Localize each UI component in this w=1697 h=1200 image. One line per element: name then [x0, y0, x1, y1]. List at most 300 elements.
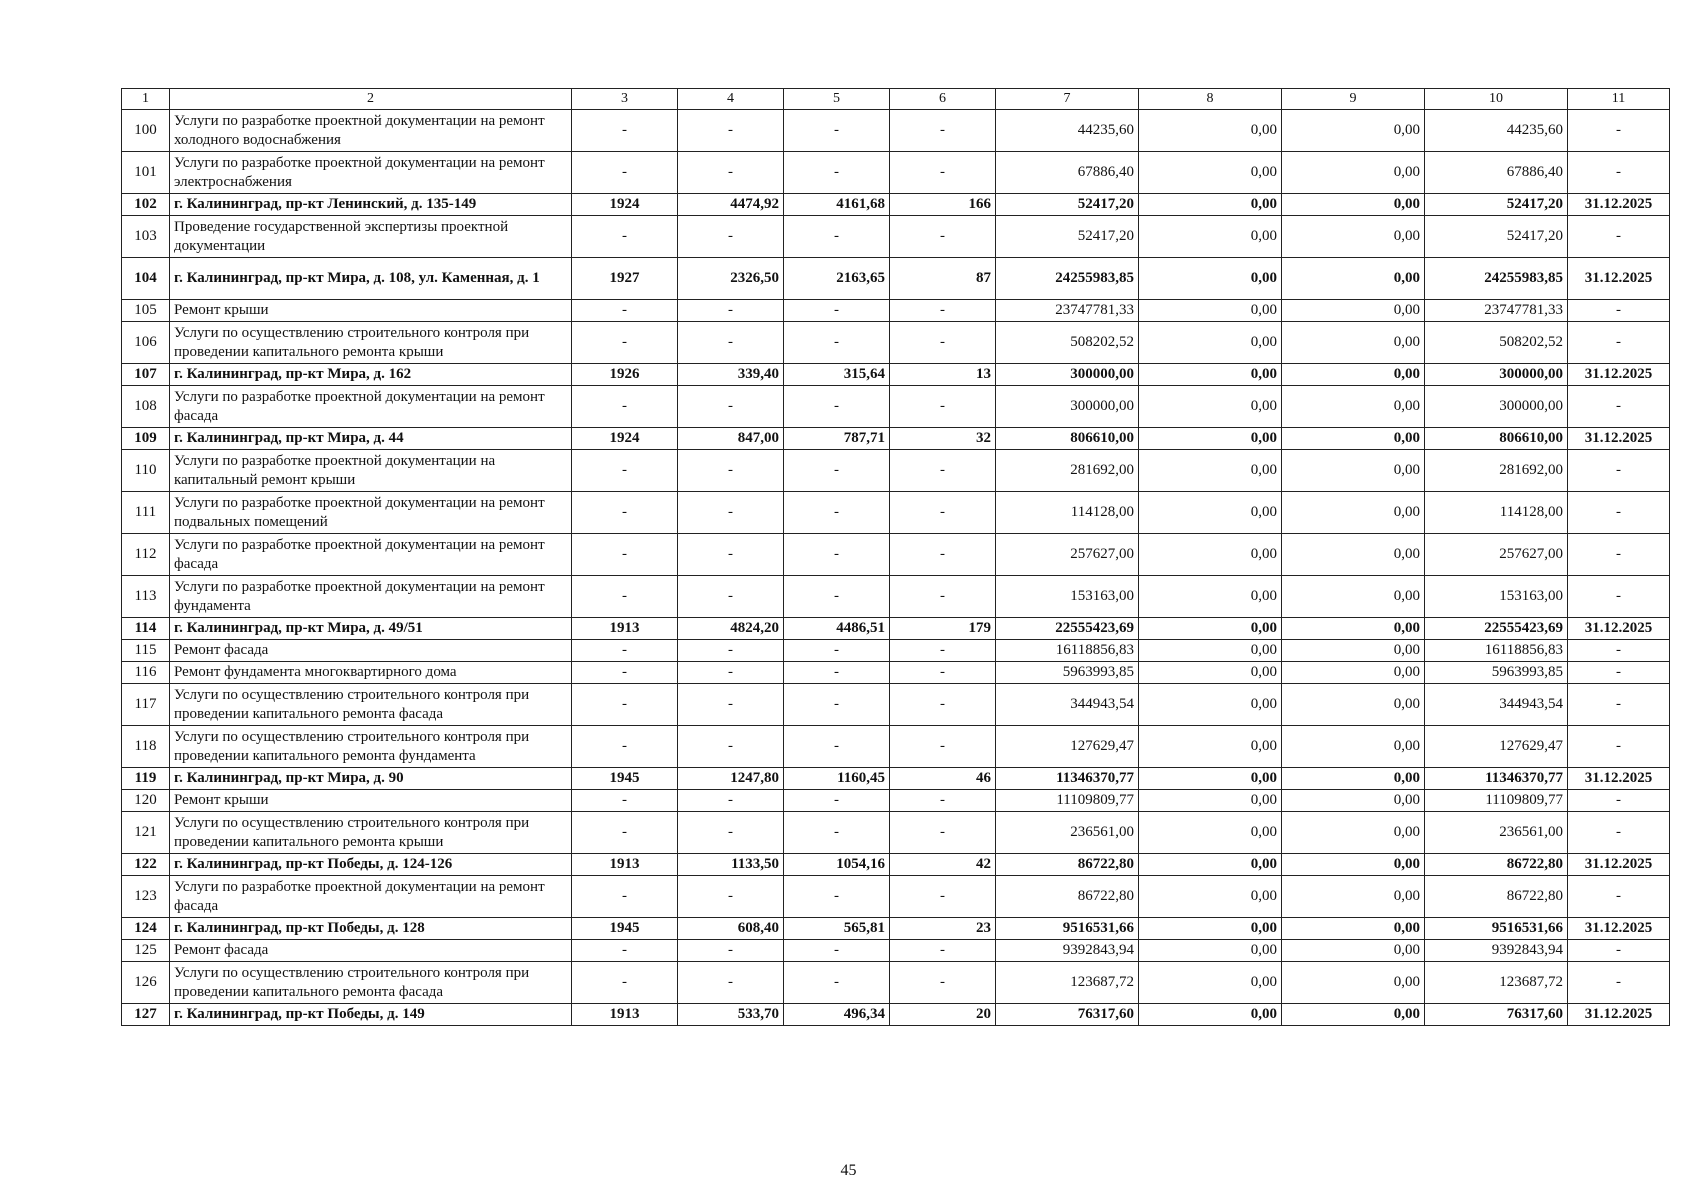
row-number: 127 — [122, 1004, 170, 1026]
total-cost: 236561,00 — [996, 812, 1139, 854]
living-area: - — [784, 322, 890, 364]
table-row — [122, 876, 1670, 918]
living-area: - — [784, 962, 890, 1004]
fund-source-2: 0,00 — [1282, 450, 1425, 492]
residents-count: - — [890, 386, 996, 428]
total-cost: 153163,00 — [996, 576, 1139, 618]
living-area: 1054,16 — [784, 854, 890, 876]
row-number: 120 — [122, 790, 170, 812]
fund-source-1: 0,00 — [1139, 726, 1282, 768]
year-built: - — [572, 940, 678, 962]
fund-source-2: 0,00 — [1282, 428, 1425, 450]
fund-source-1: 0,00 — [1139, 576, 1282, 618]
year-built: 1913 — [572, 1004, 678, 1026]
fund-source-3: 11109809,77 — [1425, 790, 1568, 812]
completion-date: - — [1568, 790, 1670, 812]
fund-source-3: 344943,54 — [1425, 684, 1568, 726]
col-header: 9 — [1282, 89, 1425, 110]
total-area: - — [678, 216, 784, 258]
total-cost: 300000,00 — [996, 386, 1139, 428]
table-row — [122, 258, 1670, 300]
total-area: - — [678, 576, 784, 618]
total-area: 1133,50 — [678, 854, 784, 876]
fund-source-1: 0,00 — [1139, 386, 1282, 428]
fund-source-3: 16118856,83 — [1425, 640, 1568, 662]
row-number: 125 — [122, 940, 170, 962]
total-cost: 123687,72 — [996, 962, 1139, 1004]
fund-source-2: 0,00 — [1282, 640, 1425, 662]
year-built: - — [572, 962, 678, 1004]
row-number: 106 — [122, 322, 170, 364]
fund-source-1: 0,00 — [1139, 662, 1282, 684]
total-area: 4824,20 — [678, 618, 784, 640]
fund-source-3: 86722,80 — [1425, 854, 1568, 876]
completion-date: - — [1568, 576, 1670, 618]
year-built: - — [572, 492, 678, 534]
total-area: - — [678, 790, 784, 812]
column-number-header-row — [122, 89, 1670, 110]
fund-source-3: 44235,60 — [1425, 110, 1568, 152]
total-cost: 44235,60 — [996, 110, 1139, 152]
table-row — [122, 386, 1670, 428]
completion-date: - — [1568, 662, 1670, 684]
residents-count: 166 — [890, 194, 996, 216]
fund-source-2: 0,00 — [1282, 790, 1425, 812]
fund-source-1: 0,00 — [1139, 640, 1282, 662]
total-cost: 76317,60 — [996, 1004, 1139, 1026]
fund-source-1: 0,00 — [1139, 194, 1282, 216]
row-number: 113 — [122, 576, 170, 618]
table-row — [122, 194, 1670, 216]
completion-date: - — [1568, 322, 1670, 364]
fund-source-1: 0,00 — [1139, 940, 1282, 962]
fund-source-3: 127629,47 — [1425, 726, 1568, 768]
residents-count: - — [890, 216, 996, 258]
work-description: г. Калининград, пр-кт Победы, д. 124-126 — [170, 854, 572, 876]
fund-source-3: 9392843,94 — [1425, 940, 1568, 962]
row-number: 104 — [122, 258, 170, 300]
row-number: 116 — [122, 662, 170, 684]
fund-source-1: 0,00 — [1139, 854, 1282, 876]
table-row — [122, 450, 1670, 492]
col-header: 1 — [122, 89, 170, 110]
total-area: - — [678, 940, 784, 962]
total-cost: 127629,47 — [996, 726, 1139, 768]
total-area: - — [678, 534, 784, 576]
fund-source-1: 0,00 — [1139, 216, 1282, 258]
year-built: - — [572, 322, 678, 364]
row-number: 112 — [122, 534, 170, 576]
residents-count: 20 — [890, 1004, 996, 1026]
fund-source-1: 0,00 — [1139, 790, 1282, 812]
completion-date: 31.12.2025 — [1568, 768, 1670, 790]
fund-source-2: 0,00 — [1282, 110, 1425, 152]
total-area: 847,00 — [678, 428, 784, 450]
living-area: - — [784, 300, 890, 322]
total-area: 608,40 — [678, 918, 784, 940]
total-area: 1247,80 — [678, 768, 784, 790]
completion-date: - — [1568, 876, 1670, 918]
year-built: 1924 — [572, 194, 678, 216]
residents-count: 42 — [890, 854, 996, 876]
living-area: - — [784, 684, 890, 726]
residents-count: - — [890, 534, 996, 576]
total-cost: 86722,80 — [996, 876, 1139, 918]
total-area: - — [678, 726, 784, 768]
col-header: 11 — [1568, 89, 1670, 110]
table-row — [122, 576, 1670, 618]
completion-date: 31.12.2025 — [1568, 428, 1670, 450]
total-cost: 9392843,94 — [996, 940, 1139, 962]
total-cost: 9516531,66 — [996, 918, 1139, 940]
row-number: 102 — [122, 194, 170, 216]
fund-source-1: 0,00 — [1139, 684, 1282, 726]
fund-source-1: 0,00 — [1139, 534, 1282, 576]
fund-source-3: 300000,00 — [1425, 364, 1568, 386]
work-description: Услуги по осуществлению строительного контроля при проведении капитального ремонта фасада — [170, 684, 572, 726]
work-description: г. Калининград, пр-кт Ленинский, д. 135-149 — [170, 194, 572, 216]
total-area: 533,70 — [678, 1004, 784, 1026]
fund-source-2: 0,00 — [1282, 812, 1425, 854]
year-built: 1924 — [572, 428, 678, 450]
fund-source-1: 0,00 — [1139, 450, 1282, 492]
table-row — [122, 812, 1670, 854]
residents-count: 23 — [890, 918, 996, 940]
year-built: 1927 — [572, 258, 678, 300]
row-number: 103 — [122, 216, 170, 258]
row-number: 100 — [122, 110, 170, 152]
row-number: 111 — [122, 492, 170, 534]
table-row — [122, 640, 1670, 662]
work-description: Услуги по разработке проектной документации на капитальный ремонт крыши — [170, 450, 572, 492]
living-area: - — [784, 386, 890, 428]
fund-source-2: 0,00 — [1282, 322, 1425, 364]
table-row — [122, 1004, 1670, 1026]
fund-source-3: 52417,20 — [1425, 216, 1568, 258]
completion-date: - — [1568, 450, 1670, 492]
living-area: - — [784, 576, 890, 618]
residents-count: 46 — [890, 768, 996, 790]
fund-source-3: 9516531,66 — [1425, 918, 1568, 940]
residents-count: - — [890, 640, 996, 662]
total-area: - — [678, 300, 784, 322]
table-row — [122, 854, 1670, 876]
fund-source-2: 0,00 — [1282, 1004, 1425, 1026]
capital-repair-table — [121, 88, 1670, 1026]
table-row — [122, 322, 1670, 364]
fund-source-3: 23747781,33 — [1425, 300, 1568, 322]
total-cost: 806610,00 — [996, 428, 1139, 450]
year-built: - — [572, 110, 678, 152]
fund-source-3: 24255983,85 — [1425, 258, 1568, 300]
fund-source-3: 153163,00 — [1425, 576, 1568, 618]
col-header: 4 — [678, 89, 784, 110]
total-cost: 5963993,85 — [996, 662, 1139, 684]
table-row — [122, 110, 1670, 152]
year-built: - — [572, 386, 678, 428]
work-description: г. Калининград, пр-кт Мира, д. 44 — [170, 428, 572, 450]
fund-source-3: 22555423,69 — [1425, 618, 1568, 640]
row-number: 114 — [122, 618, 170, 640]
fund-source-1: 0,00 — [1139, 364, 1282, 386]
work-description: Услуги по разработке проектной документации на ремонт подвальных помещений — [170, 492, 572, 534]
total-area: 4474,92 — [678, 194, 784, 216]
fund-source-3: 5963993,85 — [1425, 662, 1568, 684]
living-area: - — [784, 534, 890, 576]
fund-source-2: 0,00 — [1282, 492, 1425, 534]
total-cost: 11346370,77 — [996, 768, 1139, 790]
living-area: - — [784, 110, 890, 152]
living-area: - — [784, 152, 890, 194]
fund-source-3: 257627,00 — [1425, 534, 1568, 576]
table-row — [122, 962, 1670, 1004]
fund-source-2: 0,00 — [1282, 918, 1425, 940]
total-cost: 11109809,77 — [996, 790, 1139, 812]
residents-count: - — [890, 492, 996, 534]
total-area: - — [678, 492, 784, 534]
year-built: - — [572, 812, 678, 854]
completion-date: - — [1568, 812, 1670, 854]
completion-date: - — [1568, 684, 1670, 726]
work-description: Услуги по разработке проектной документации на ремонт холодного водоснабжения — [170, 110, 572, 152]
table-row — [122, 492, 1670, 534]
work-description: г. Калининград, пр-кт Победы, д. 149 — [170, 1004, 572, 1026]
fund-source-2: 0,00 — [1282, 364, 1425, 386]
completion-date: - — [1568, 386, 1670, 428]
total-area: - — [678, 386, 784, 428]
table-row — [122, 300, 1670, 322]
living-area: - — [784, 640, 890, 662]
total-area: - — [678, 450, 784, 492]
fund-source-1: 0,00 — [1139, 300, 1282, 322]
col-header: 8 — [1139, 89, 1282, 110]
residents-count: - — [890, 790, 996, 812]
completion-date: - — [1568, 534, 1670, 576]
table-row — [122, 364, 1670, 386]
work-description: Услуги по разработке проектной документации на ремонт фасада — [170, 876, 572, 918]
fund-source-2: 0,00 — [1282, 216, 1425, 258]
row-number: 126 — [122, 962, 170, 1004]
work-description: г. Калининград, пр-кт Мира, д. 90 — [170, 768, 572, 790]
fund-source-2: 0,00 — [1282, 576, 1425, 618]
fund-source-3: 114128,00 — [1425, 492, 1568, 534]
col-header: 10 — [1425, 89, 1568, 110]
residents-count: - — [890, 726, 996, 768]
year-built: - — [572, 662, 678, 684]
year-built: 1926 — [572, 364, 678, 386]
completion-date: 31.12.2025 — [1568, 918, 1670, 940]
row-number: 121 — [122, 812, 170, 854]
table-row — [122, 940, 1670, 962]
row-number: 109 — [122, 428, 170, 450]
work-description: г. Калининград, пр-кт Мира, д. 162 — [170, 364, 572, 386]
work-description: Услуги по разработке проектной документации на ремонт фасада — [170, 534, 572, 576]
living-area: 2163,65 — [784, 258, 890, 300]
fund-source-1: 0,00 — [1139, 768, 1282, 790]
living-area: - — [784, 662, 890, 684]
year-built: - — [572, 216, 678, 258]
work-description: Услуги по разработке проектной документации на ремонт фасада — [170, 386, 572, 428]
work-description: Ремонт крыши — [170, 300, 572, 322]
fund-source-3: 508202,52 — [1425, 322, 1568, 364]
table-row — [122, 684, 1670, 726]
completion-date: - — [1568, 152, 1670, 194]
completion-date: 31.12.2025 — [1568, 258, 1670, 300]
total-cost: 52417,20 — [996, 194, 1139, 216]
living-area: 4486,51 — [784, 618, 890, 640]
row-number: 101 — [122, 152, 170, 194]
total-area: - — [678, 812, 784, 854]
total-cost: 67886,40 — [996, 152, 1139, 194]
col-header: 2 — [170, 89, 572, 110]
total-cost: 52417,20 — [996, 216, 1139, 258]
living-area: 496,34 — [784, 1004, 890, 1026]
total-cost: 344943,54 — [996, 684, 1139, 726]
work-description: Услуги по осуществлению строительного контроля при проведении капитального ремонта фундамента — [170, 726, 572, 768]
year-built: - — [572, 450, 678, 492]
year-built: - — [572, 684, 678, 726]
completion-date: - — [1568, 940, 1670, 962]
residents-count: - — [890, 940, 996, 962]
work-description: Услуги по разработке проектной документации на ремонт электроснабжения — [170, 152, 572, 194]
fund-source-2: 0,00 — [1282, 534, 1425, 576]
work-description: Услуги по осуществлению строительного контроля при проведении капитального ремонта крыши — [170, 812, 572, 854]
fund-source-2: 0,00 — [1282, 300, 1425, 322]
year-built: 1945 — [572, 768, 678, 790]
row-number: 123 — [122, 876, 170, 918]
fund-source-3: 806610,00 — [1425, 428, 1568, 450]
total-cost: 114128,00 — [996, 492, 1139, 534]
total-area: - — [678, 962, 784, 1004]
col-header: 3 — [572, 89, 678, 110]
fund-source-2: 0,00 — [1282, 194, 1425, 216]
fund-source-1: 0,00 — [1139, 322, 1282, 364]
fund-source-1: 0,00 — [1139, 918, 1282, 940]
table-row — [122, 790, 1670, 812]
work-description: Услуги по разработке проектной документации на ремонт фундамента — [170, 576, 572, 618]
col-header: 5 — [784, 89, 890, 110]
row-number: 122 — [122, 854, 170, 876]
fund-source-1: 0,00 — [1139, 492, 1282, 534]
year-built: 1945 — [572, 918, 678, 940]
fund-source-1: 0,00 — [1139, 152, 1282, 194]
work-description: Услуги по осуществлению строительного контроля при проведении капитального ремонта фасада — [170, 962, 572, 1004]
year-built: - — [572, 790, 678, 812]
residents-count: - — [890, 962, 996, 1004]
living-area: 565,81 — [784, 918, 890, 940]
table-row — [122, 768, 1670, 790]
work-description: г. Калининград, пр-кт Победы, д. 128 — [170, 918, 572, 940]
fund-source-2: 0,00 — [1282, 662, 1425, 684]
fund-source-3: 67886,40 — [1425, 152, 1568, 194]
total-cost: 23747781,33 — [996, 300, 1139, 322]
fund-source-2: 0,00 — [1282, 768, 1425, 790]
work-description: Услуги по осуществлению строительного контроля при проведении капитального ремонта крыши — [170, 322, 572, 364]
work-description: Ремонт фундамента многоквартирного дома — [170, 662, 572, 684]
fund-source-1: 0,00 — [1139, 962, 1282, 1004]
completion-date: 31.12.2025 — [1568, 1004, 1670, 1026]
table-row — [122, 534, 1670, 576]
living-area: 315,64 — [784, 364, 890, 386]
row-number: 110 — [122, 450, 170, 492]
fund-source-2: 0,00 — [1282, 876, 1425, 918]
residents-count: - — [890, 684, 996, 726]
total-area: - — [678, 110, 784, 152]
living-area: - — [784, 450, 890, 492]
completion-date: 31.12.2025 — [1568, 194, 1670, 216]
residents-count: 87 — [890, 258, 996, 300]
living-area: 787,71 — [784, 428, 890, 450]
total-cost: 22555423,69 — [996, 618, 1139, 640]
fund-source-2: 0,00 — [1282, 940, 1425, 962]
living-area: - — [784, 876, 890, 918]
total-area: - — [678, 876, 784, 918]
fund-source-3: 236561,00 — [1425, 812, 1568, 854]
residents-count: - — [890, 812, 996, 854]
completion-date: - — [1568, 300, 1670, 322]
living-area: 1160,45 — [784, 768, 890, 790]
completion-date: 31.12.2025 — [1568, 854, 1670, 876]
row-number: 118 — [122, 726, 170, 768]
fund-source-1: 0,00 — [1139, 428, 1282, 450]
table-row — [122, 216, 1670, 258]
completion-date: - — [1568, 110, 1670, 152]
completion-date: - — [1568, 216, 1670, 258]
fund-source-3: 281692,00 — [1425, 450, 1568, 492]
total-area: 339,40 — [678, 364, 784, 386]
total-area: - — [678, 322, 784, 364]
table-row — [122, 152, 1670, 194]
fund-source-2: 0,00 — [1282, 618, 1425, 640]
col-header: 6 — [890, 89, 996, 110]
work-description: г. Калининград, пр-кт Мира, д. 108, ул. Каменная, д. 1 — [170, 258, 572, 300]
living-area: - — [784, 790, 890, 812]
table-row — [122, 428, 1670, 450]
completion-date: - — [1568, 640, 1670, 662]
fund-source-2: 0,00 — [1282, 386, 1425, 428]
table-row — [122, 618, 1670, 640]
fund-source-2: 0,00 — [1282, 726, 1425, 768]
row-number: 117 — [122, 684, 170, 726]
work-description: г. Калининград, пр-кт Мира, д. 49/51 — [170, 618, 572, 640]
row-number: 115 — [122, 640, 170, 662]
residents-count: 13 — [890, 364, 996, 386]
table-row — [122, 918, 1670, 940]
row-number: 107 — [122, 364, 170, 386]
residents-count: - — [890, 576, 996, 618]
fund-source-2: 0,00 — [1282, 258, 1425, 300]
residents-count: - — [890, 450, 996, 492]
living-area: - — [784, 726, 890, 768]
living-area: - — [784, 812, 890, 854]
residents-count: - — [890, 152, 996, 194]
total-area: - — [678, 152, 784, 194]
work-description: Проведение государственной экспертизы проектной документации — [170, 216, 572, 258]
residents-count: 179 — [890, 618, 996, 640]
row-number: 105 — [122, 300, 170, 322]
completion-date: 31.12.2025 — [1568, 618, 1670, 640]
fund-source-2: 0,00 — [1282, 854, 1425, 876]
fund-source-1: 0,00 — [1139, 812, 1282, 854]
total-area: - — [678, 640, 784, 662]
total-cost: 257627,00 — [996, 534, 1139, 576]
residents-count: - — [890, 110, 996, 152]
total-cost: 86722,80 — [996, 854, 1139, 876]
work-description: Ремонт крыши — [170, 790, 572, 812]
completion-date: - — [1568, 492, 1670, 534]
fund-source-3: 300000,00 — [1425, 386, 1568, 428]
residents-count: 32 — [890, 428, 996, 450]
